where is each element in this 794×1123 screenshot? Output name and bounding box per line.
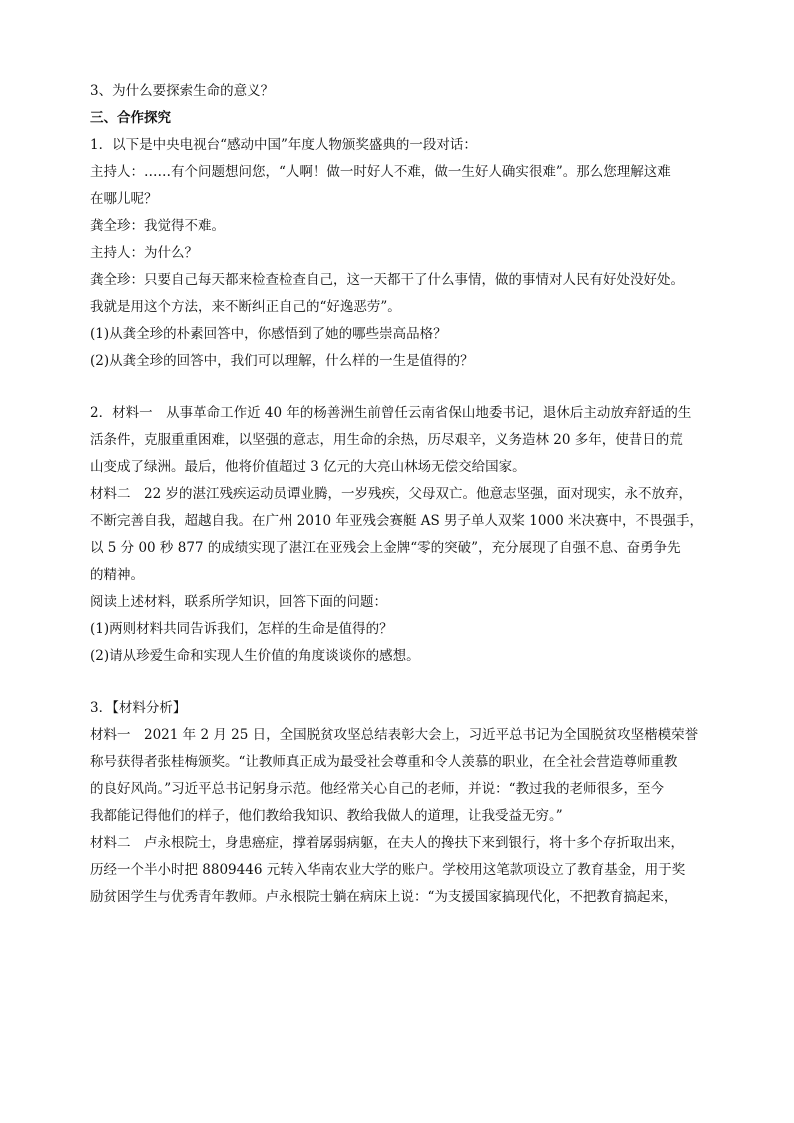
- dialogue-gong-line-2: 龚全珍：只要自己每天都来检查检查自己，这一天都干了什么事情，做的事情对人民有好处没好处。: [90, 272, 684, 288]
- dialogue-host-line-2: 主持人：为什么？: [90, 245, 198, 261]
- dialogue-gong-line-1: 龚全珍：我觉得不难。: [90, 218, 225, 234]
- problem-2-material-1: 2．材料一 从事革命工作近 40 年的杨善洲生前曾任云南省保山地委书记，退休后主动放弃舒适的生: [90, 405, 692, 421]
- problem-2-material-1-cont: 活条件，克服重重困难，以坚强的意志，用生命的余热，历尽艰辛，义务造林 20 多年，使昔日的荒: [90, 432, 683, 448]
- problem-2-material-2-cont: 以 5 分 00 秒 877 的成绩实现了湛江在亚残会上金牌“零的突破”，充分展现了自强不息、奋勇争先: [90, 540, 681, 556]
- problem-2-question-1: (1)两则材料共同告诉我们，怎样的生命是值得的？: [90, 621, 393, 637]
- problem-3-material-2-cont: 历经一个半小时把 8809446 元转入华南农业大学的账户。学校用这笔款项设立了教育基金，用于奖: [90, 862, 686, 878]
- problem-3-material-2: 材料二 卢永根院士，身患癌症，撑着孱弱病躯，在夫人的搀扶下来到银行，将十多个存折取出来，: [90, 835, 684, 851]
- problem-1-question-1: (1)从龚全珍的朴素回答中，你感悟到了她的哪些崇高品格？: [90, 326, 447, 342]
- section-heading-cooperative-inquiry: 三、合作探究: [90, 110, 171, 126]
- problem-2-material-2: 材料二 22 岁的湛江残疾运动员谭业腾，一岁残疾，父母双亡。他意志坚强，面对现实，永不放弃，: [90, 486, 692, 502]
- spacer: [90, 670, 708, 695]
- problem-1-question-2: (2)从龚全珍的回答中，我们可以理解，什么样的一生是值得的？: [90, 353, 474, 369]
- dialogue-host-line-1-cont: 在哪儿呢？: [90, 191, 158, 207]
- dialogue-gong-line-2-cont: 我就是用这个方法，来不断纠正自己的“好逸恶劳”。: [90, 299, 401, 315]
- problem-2-instruction: 阅读上述材料，联系所学知识，回答下面的问题：: [90, 594, 387, 610]
- dialogue-host-line-1: 主持人：……有个问题想问您，“人啊！做一时好人不难，做一生好人确实很难”。那么您理解这难: [90, 164, 671, 180]
- problem-3-material-1-cont: 我都能记得他们的样子，他们教给我知识、教给我做人的道理，让我受益无穷。”: [90, 808, 563, 824]
- problem-3-title: 3．【材料分析】: [90, 700, 187, 716]
- problem-3-material-1-cont: 的良好风尚。”习近平总书记躬身示范。他经常关心自己的老师，并说：“教过我的老师很多，至今: [90, 781, 665, 797]
- problem-3-material-1: 材料一 2021 年 2 月 25 日，全国脱贫攻坚总结表彰大会上，习近平总书记为全国脱贫攻坚楷模荣誉: [90, 727, 699, 743]
- spacer: [90, 375, 708, 400]
- problem-2-material-2-cont: 的精神。: [90, 567, 144, 583]
- problem-2-material-2-cont: 不断完善自我，超越自我。在广州 2010 年亚残会赛艇 AS 男子单人双桨 1000 米决赛中，不畏强手，: [90, 513, 703, 529]
- problem-2-question-2: (2)请从珍爱生命和实现人生价值的角度谈谈你的感想。: [90, 648, 420, 664]
- problem-1-intro: 1．以下是中央电视台“感动中国”年度人物颁奖盛典的一段对话：: [90, 137, 477, 153]
- question-3-intro: 3、为什么要探索生命的意义？: [90, 83, 275, 99]
- problem-3-material-2-cont: 励贫困学生与优秀青年教师。卢永根院士躺在病床上说：“为支援国家搞现代化，不把教育搞起来，: [90, 889, 678, 905]
- problem-2-material-1-cont: 山变成了绿洲。最后，他将价值超过 3 亿元的大亮山林场无偿交给国家。: [90, 459, 526, 475]
- problem-3-material-1-cont: 称号获得者张桂梅颁奖。“让教师真正成为最受社会尊重和令人羡慕的职业，在全社会营造尊师重教: [90, 754, 678, 770]
